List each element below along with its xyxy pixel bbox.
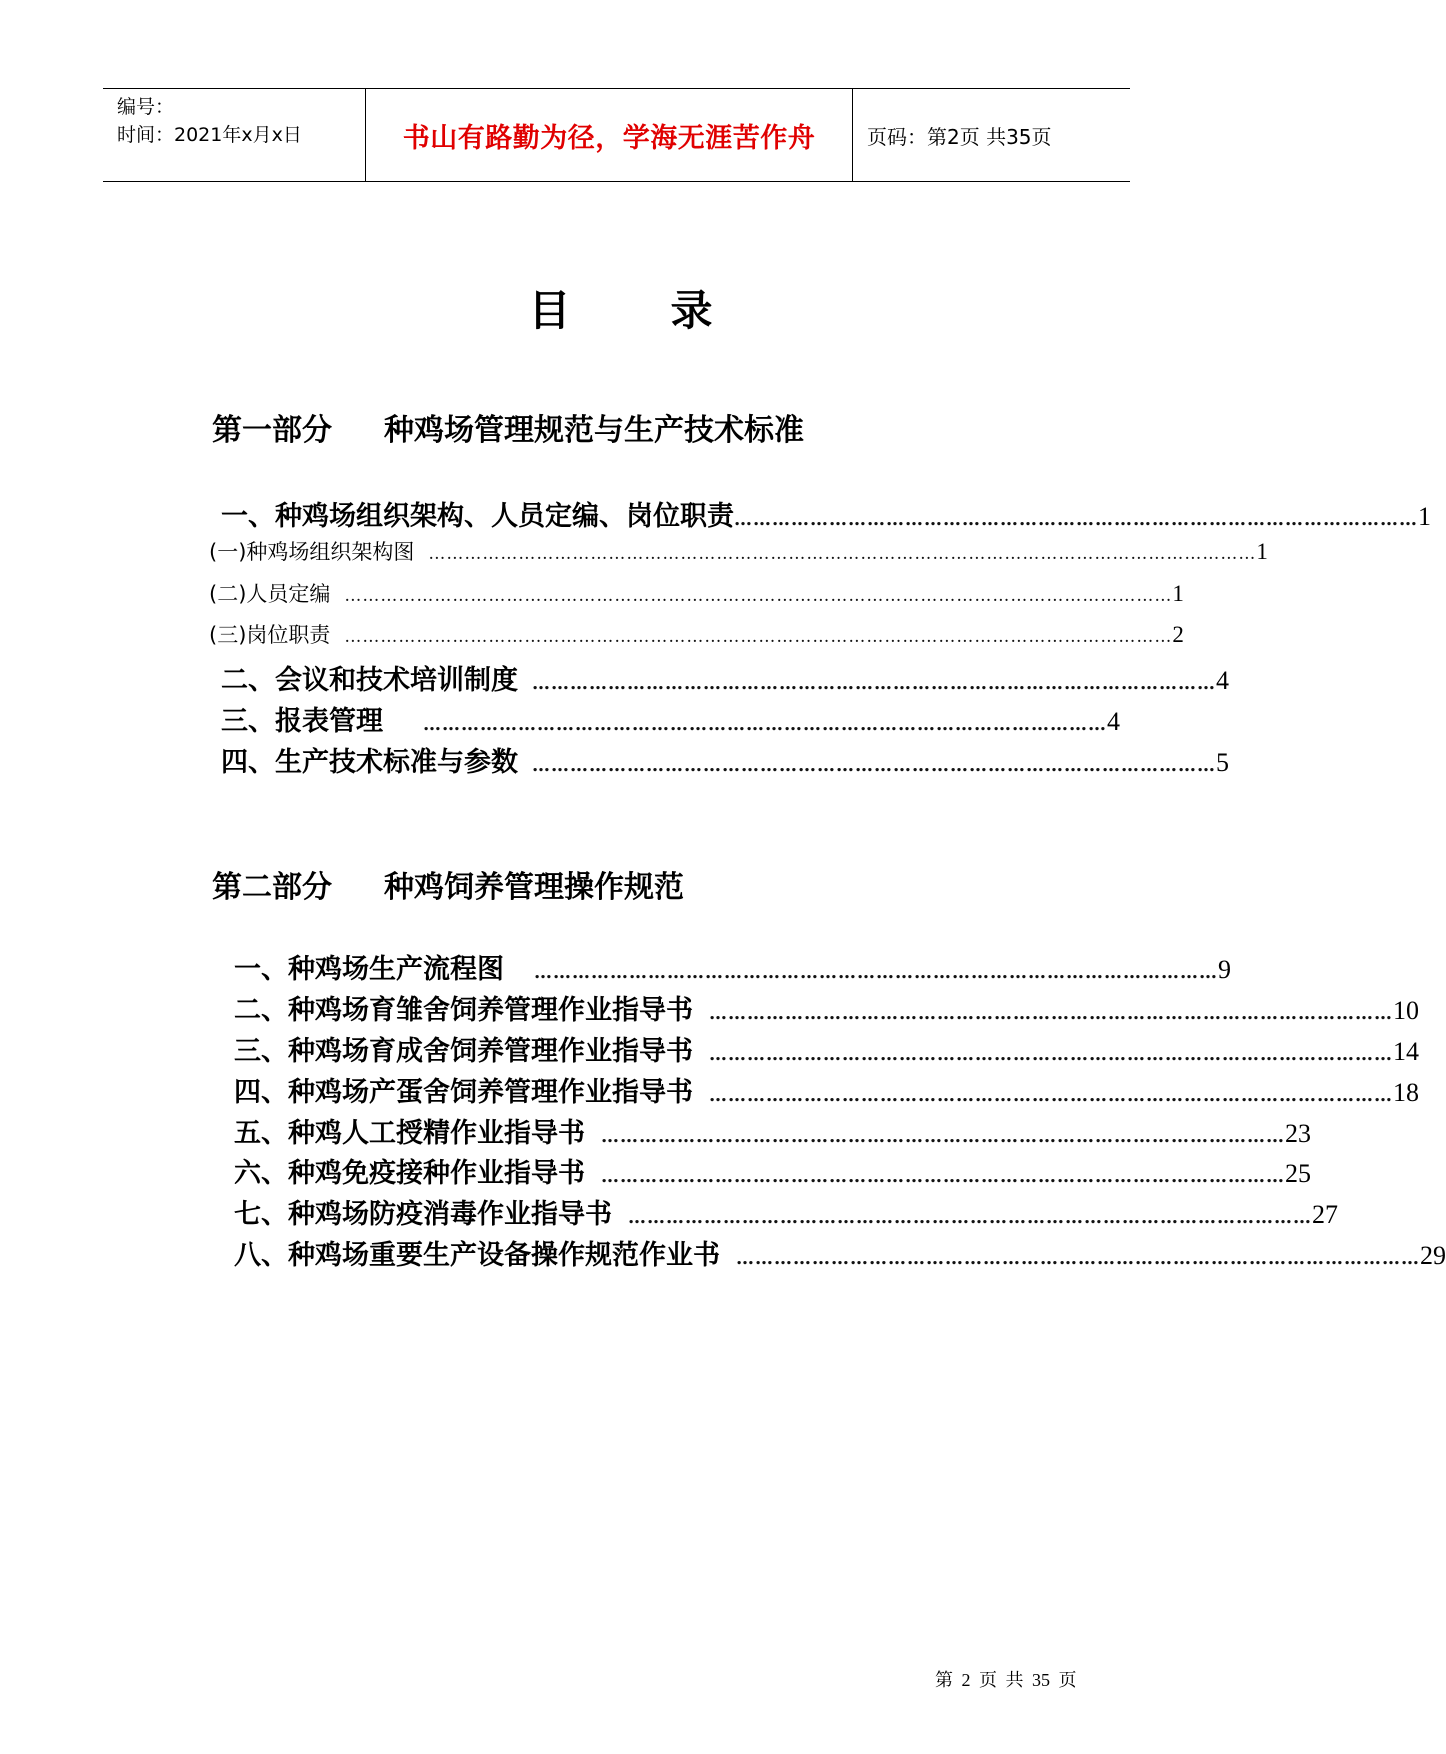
toc-entry[interactable] [234,1192,1338,1230]
toc-entry[interactable] [234,988,1419,1026]
part2-heading [212,862,684,906]
toc-entry-label: 六、种鸡免疫接种作业指导书 [234,1158,585,1189]
part1-heading [212,405,804,449]
header-page-info: 页码：第2页 共35页 [867,124,1052,149]
toc-entry[interactable] [221,699,1120,737]
toc-entry[interactable] [221,658,1229,696]
toc-entry[interactable] [209,578,1184,612]
toc-entry-label: 八、种鸡场重要生产设备操作规范作业书 [234,1240,720,1271]
toc-leader-dots: ……………………………………………………………………………………………… [601,1166,1285,1187]
toc-leader-dots: ………………………………………………………………………………………………………………………… [344,627,1173,647]
toc-leader-dots: ……………………………………………………………………………………………… [532,755,1216,776]
header-page-cell [853,89,1130,181]
toc-leader-dots: ……………………………………………………………………………………………… [628,1207,1312,1228]
toc-entry-label: (一)种鸡场组织架构图 [209,540,415,564]
toc-leader-dots: ……………………………………………………………………………………………… [532,673,1216,694]
part1-label: 第一部分 [212,413,332,448]
toc-entry[interactable] [234,1070,1419,1108]
toc-entry-label: (三)岗位职责 [209,623,331,647]
toc-entry-label: 三、种鸡场育成舍饲养管理作业指导书 [234,1036,693,1067]
toc-entry-page: 10 [1393,996,1419,1025]
toc-entry[interactable] [234,1029,1419,1067]
toc-entry-page: 4 [1107,707,1120,736]
toc-entry[interactable] [234,1233,1446,1271]
toc-entry-label: 一、种鸡场组织架构、人员定编、岗位职责 [221,501,734,532]
header-motto-cell [365,89,853,181]
serial-label: 编号： [117,96,175,118]
toc-leader-dots: ………………………………………………………………………………………………………………………… [428,544,1257,564]
toc-entry[interactable] [209,619,1184,653]
toc-entry-page: 29 [1420,1241,1446,1270]
toc-entry-page: 23 [1285,1119,1311,1148]
toc-entry-page: 5 [1216,748,1229,777]
toc-entry-page: 18 [1393,1078,1419,1107]
header-meta [103,89,365,181]
page-footer: 第 2 页 共 35 页 [935,1670,1077,1690]
part2-name: 种鸡饲养管理操作规范 [384,870,684,905]
toc-leader-dots: ……………………………………………………………………………………………… [534,962,1218,983]
page-header [103,88,1130,182]
toc-leader-dots: ……………………………………………………………………………………………… [734,509,1418,530]
toc-entry[interactable] [234,1151,1311,1189]
toc-entry-label: 四、种鸡场产蛋舍饲养管理作业指导书 [234,1077,693,1108]
toc-leader-dots: ……………………………………………………………………………………………… [709,1003,1393,1024]
toc-entry-label: 一、种鸡场生产流程图 [234,954,504,985]
toc-entry-page: 14 [1393,1037,1419,1066]
toc-entry-page: 4 [1216,666,1229,695]
page-title: 目录 [528,286,813,335]
toc-entry-page: 27 [1312,1200,1338,1229]
toc-leader-dots: ……………………………………………………………………………………………… [709,1044,1393,1065]
toc-entry-label: 七、种鸡场防疫消毒作业指导书 [234,1199,612,1230]
toc-entry-page: 1 [1256,539,1268,564]
part1-name: 种鸡场管理规范与生产技术标准 [384,413,804,448]
toc-entry-label: 四、生产技术标准与参数 [221,747,518,778]
toc-entry-page: 2 [1172,622,1184,647]
part2-label: 第二部分 [212,870,332,905]
toc-leader-dots: ……………………………………………………………………………………………… [736,1248,1420,1269]
toc-entry-page: 1 [1172,581,1184,606]
toc-entry[interactable] [221,740,1229,778]
toc-entry-page: 9 [1218,955,1231,984]
toc-leader-dots: ……………………………………………………………………………………………… [709,1085,1393,1106]
toc-entry[interactable] [221,494,1431,532]
toc-entry-page: 1 [1418,502,1431,531]
toc-entry[interactable] [234,1111,1311,1149]
toc-entry-page: 25 [1285,1159,1311,1188]
toc-entry-label: 二、会议和技术培训制度 [221,665,518,696]
toc-entry-label: (二)人员定编 [209,582,331,606]
toc-leader-dots: ………………………………………………………………………………………………………………………… [344,586,1173,606]
date-label: 时间：2021年x月x日 [117,124,302,146]
toc-entry-label: 二、种鸡场育雏舍饲养管理作业指导书 [234,995,693,1026]
toc-entry[interactable] [209,536,1268,570]
toc-leader-dots: ……………………………………………………………………………………………… [423,714,1107,735]
toc-entry-label: 五、种鸡人工授精作业指导书 [234,1118,585,1149]
toc-entry[interactable] [234,947,1231,985]
motto-text: 书山有路勤为径，学海无涯苦作舟 [402,122,816,154]
toc-entry-label: 三、报表管理 [221,706,383,737]
toc-leader-dots: ……………………………………………………………………………………………… [601,1126,1285,1147]
